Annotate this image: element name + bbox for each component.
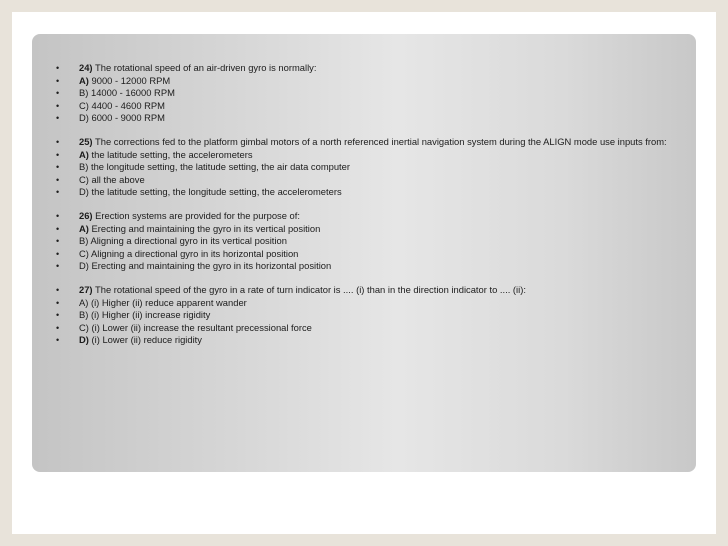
option-a <box>56 223 684 236</box>
option-text: C) 4400 - 4600 RPM <box>79 99 165 111</box>
option-c <box>56 100 684 113</box>
option-letter: A) <box>79 148 89 160</box>
question-26 <box>56 210 684 273</box>
option-text: D) 6000 - 9000 RPM <box>79 112 165 124</box>
option-text: C) (i) Lower (ii) increase the resultant precessional force <box>79 321 312 333</box>
option-b <box>56 161 684 174</box>
option-text: D) Erecting and maintaining the gyro in its horizontal position <box>79 260 332 272</box>
option-text: B) the longitude setting, the latitude setting, the air data computer <box>79 161 351 173</box>
question-stem <box>56 62 684 75</box>
option-d <box>56 260 684 273</box>
option-text: A) (i) Higher (ii) reduce apparent wander <box>79 296 247 308</box>
option-text: B) Aligning a directional gyro in its vertical position <box>79 235 287 247</box>
option-b <box>56 87 684 100</box>
question-number: 26) <box>79 209 93 221</box>
question-list <box>56 62 684 358</box>
option-text: B) (i) Higher (ii) increase rigidity <box>79 309 211 321</box>
option-text: 9000 - 12000 RPM <box>91 74 171 86</box>
question-text: The rotational speed of the gyro in a rate of turn indicator is .... (i) than in the direction indicator to .... (ii): <box>95 283 526 295</box>
option-text: C) Aligning a directional gyro in its horizontal position <box>79 247 299 259</box>
option-text: Erecting and maintaining the gyro in its vertical position <box>91 222 321 234</box>
question-text: The rotational speed of an air-driven gyro is normally: <box>95 62 317 73</box>
option-d <box>56 112 684 125</box>
option-text: (i) Lower (ii) reduce rigidity <box>91 334 202 346</box>
slide <box>12 12 716 534</box>
option-c <box>56 322 684 335</box>
option-d <box>56 186 684 199</box>
option-letter: A) <box>79 222 89 234</box>
option-b <box>56 309 684 322</box>
question-stem <box>56 136 684 149</box>
question-stem <box>56 210 684 223</box>
content-panel <box>32 34 696 472</box>
question-number: 27) <box>79 283 93 295</box>
option-text: C) all the above <box>79 173 145 185</box>
option-a <box>56 297 684 310</box>
question-24 <box>56 62 684 125</box>
question-stem <box>56 284 684 297</box>
question-number: 25) <box>79 135 93 147</box>
question-text: Erection systems are provided for the purpose of: <box>95 209 300 221</box>
option-a <box>56 75 684 88</box>
option-b <box>56 235 684 248</box>
option-d <box>56 334 684 347</box>
question-25 <box>56 136 684 199</box>
option-letter: A) <box>79 74 89 86</box>
question-text: The corrections fed to the platform gimbal motors of a north referenced inertial navigation system during the ALIGN mode use inputs from: <box>95 135 667 147</box>
option-text: B) 14000 - 16000 RPM <box>79 87 175 99</box>
question-number: 24) <box>79 62 93 73</box>
option-c <box>56 174 684 187</box>
option-c <box>56 248 684 261</box>
option-text: the latitude setting, the accelerometers <box>91 148 253 160</box>
option-text: D) the latitude setting, the longitude setting, the accelerometers <box>79 186 342 198</box>
option-letter: D) <box>79 334 89 346</box>
option-a <box>56 149 684 162</box>
question-27 <box>56 284 684 347</box>
